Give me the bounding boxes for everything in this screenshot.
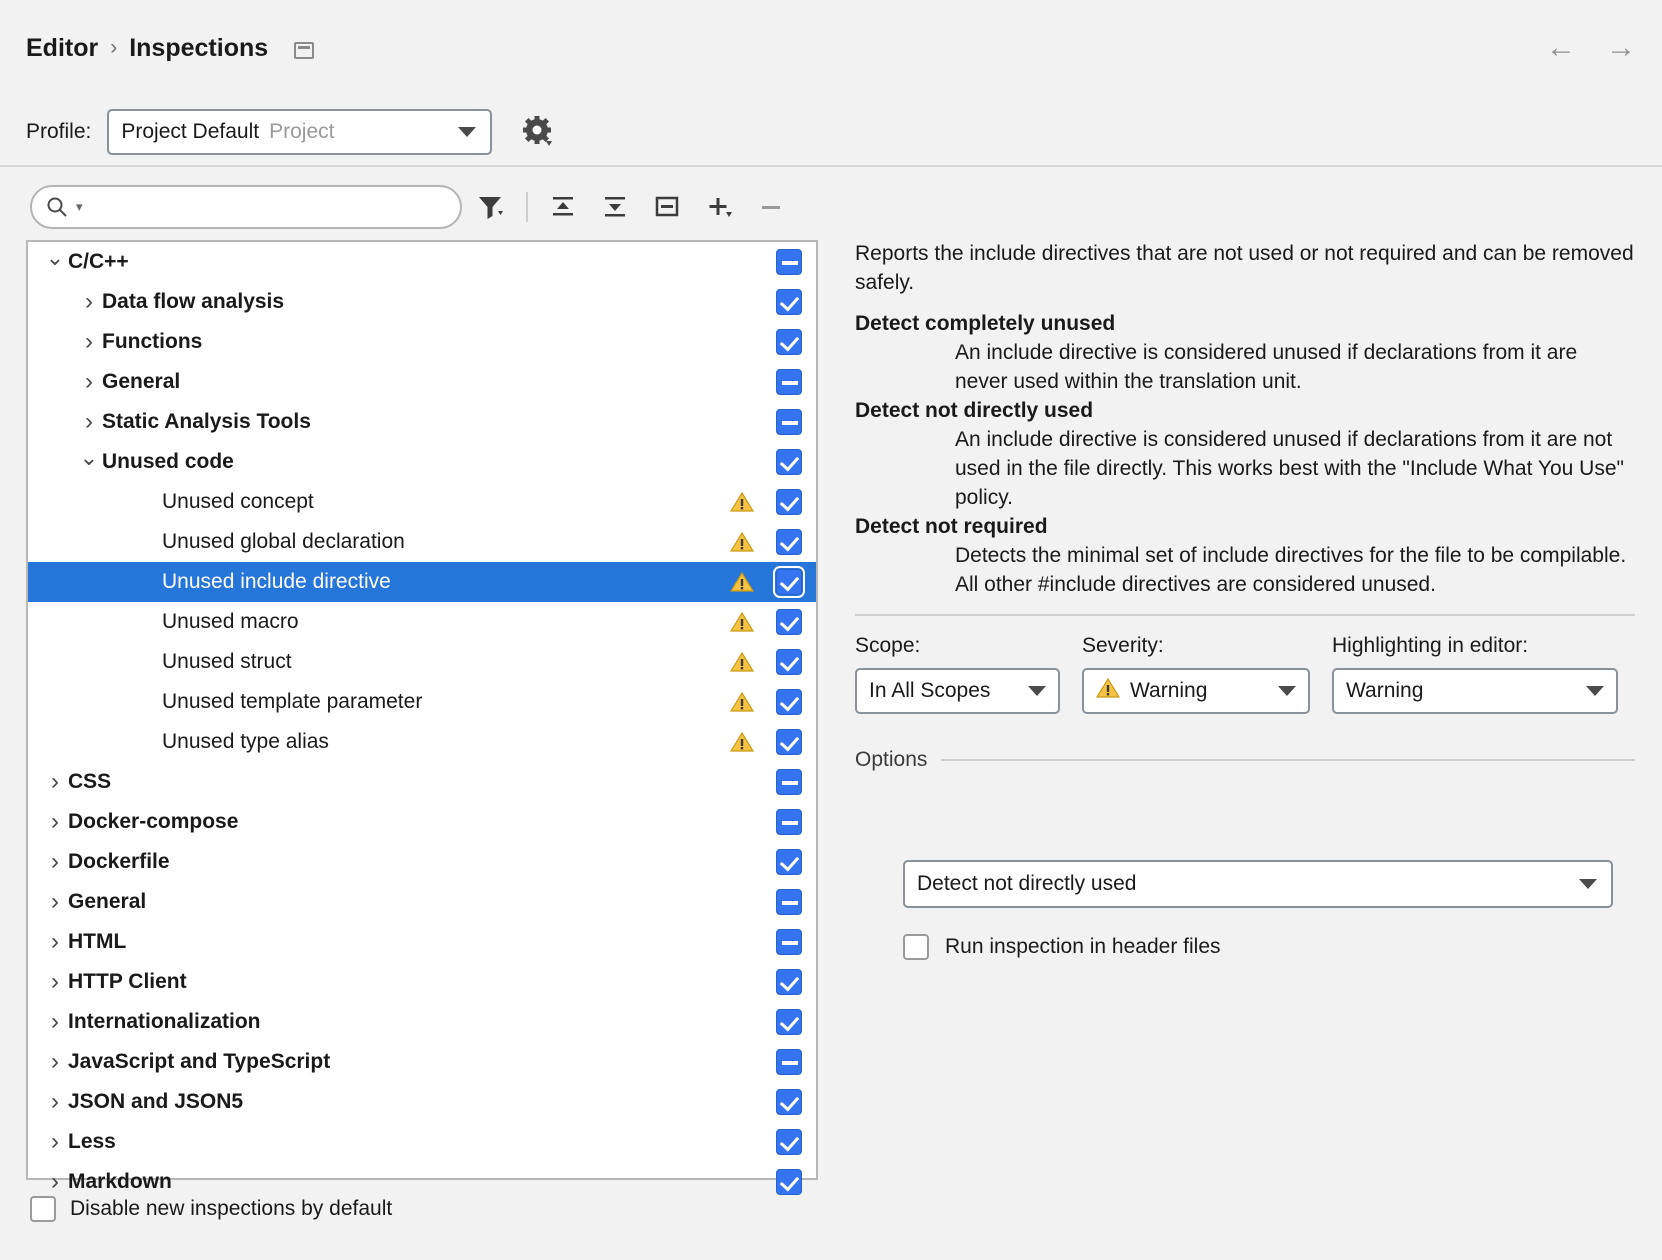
tree-row-controls (730, 442, 802, 482)
page-title: Inspections (129, 33, 269, 62)
tree-row[interactable] (28, 522, 816, 562)
tree-row[interactable] (28, 1002, 816, 1042)
chevron-right-icon[interactable]: › (51, 928, 59, 955)
tree-row-label: General (68, 890, 147, 913)
chevron-right-icon[interactable]: › (85, 368, 93, 395)
tree-row[interactable] (28, 402, 816, 442)
tree-row-controls (730, 922, 802, 962)
tree-row-controls (730, 602, 802, 642)
window-chip-icon (294, 42, 314, 59)
nav-arrows (1546, 33, 1636, 63)
tree-row-checkbox[interactable] (776, 529, 802, 555)
tree-row[interactable] (28, 602, 816, 642)
remove-icon[interactable] (748, 185, 794, 229)
section-body-0: An include directive is considered unused if declarations from it are never used within the translation unit. (955, 340, 1578, 393)
tree-row-checkbox[interactable] (776, 689, 802, 715)
tree-row-icon-spacer (730, 771, 754, 793)
tree-row-controls (730, 642, 802, 682)
tree-row-controls (730, 522, 802, 562)
warning-icon (1096, 677, 1120, 705)
tree-row-checkbox[interactable] (776, 489, 802, 515)
toolbar-divider (526, 192, 528, 222)
tree-row-checkbox[interactable] (776, 969, 802, 995)
tree-row[interactable] (28, 562, 816, 602)
warning-icon (730, 571, 754, 593)
tree-row-icon-spacer (730, 1011, 754, 1033)
profile-value: Project Default (121, 120, 260, 143)
add-icon[interactable] (696, 185, 742, 229)
tree-row-checkbox[interactable] (776, 1009, 802, 1035)
tree-row-controls (730, 322, 802, 362)
tree-row-controls (730, 562, 802, 602)
tree-row[interactable] (28, 282, 816, 322)
tree-row-label: Dockerfile (68, 850, 170, 873)
forward-arrow-icon[interactable]: → (1606, 31, 1636, 64)
chevron-right-icon[interactable]: › (51, 968, 59, 995)
chevron-right-icon[interactable]: › (51, 1128, 59, 1155)
tree-row-label: Static Analysis Tools (102, 410, 311, 433)
chevron-down-icon[interactable]: ⌄ (45, 245, 65, 270)
tree-row[interactable] (28, 642, 816, 682)
tree-row-controls (730, 362, 802, 402)
tree-row[interactable] (28, 322, 816, 362)
profile-combobox[interactable] (107, 109, 492, 155)
tree-row[interactable] (28, 722, 816, 762)
tree-row-label: Data flow analysis (102, 290, 285, 313)
breadcrumb-separator: › (110, 36, 118, 59)
tree-row-controls (730, 482, 802, 522)
breadcrumb-editor[interactable]: Editor (26, 33, 99, 62)
header-divider (0, 165, 1662, 167)
tree-row-icon-spacer (730, 931, 754, 953)
tree-row-checkbox[interactable] (776, 1129, 802, 1155)
tree-row-label: Unused template parameter (162, 690, 423, 713)
chevron-down-icon[interactable]: ⌄ (79, 445, 99, 470)
profile-scope: Project (269, 120, 335, 143)
inspection-description (855, 240, 1635, 600)
tree-row-icon-spacer (730, 451, 754, 473)
disable-new-inspections-label: Disable new inspections by default (70, 1197, 393, 1220)
disable-new-inspections-checkbox[interactable] (30, 1196, 56, 1222)
section-heading-2: Detect not required (855, 514, 1048, 538)
chevron-down-icon (1579, 879, 1597, 889)
tree-row-label: General (102, 370, 181, 393)
tree-row-label: C/C++ (68, 250, 129, 273)
highlighting-value: Warning (1346, 678, 1424, 702)
tree-row-controls (730, 842, 802, 882)
tree-row-controls (730, 762, 802, 802)
search-input[interactable] (91, 195, 431, 219)
chevron-right-icon[interactable]: › (51, 768, 59, 795)
warning-icon (730, 691, 754, 713)
tree-row-icon-spacer (730, 851, 754, 873)
tree-row-controls (730, 1042, 802, 1082)
expand-all-icon[interactable] (540, 185, 586, 229)
tree-row-label: JavaScript and TypeScript (68, 1050, 331, 1073)
tree-row-checkbox[interactable] (776, 929, 802, 955)
options-divider (941, 759, 1635, 761)
tree-row-checkbox[interactable] (776, 769, 802, 795)
tree-row-label: Unused global declaration (162, 530, 405, 553)
chevron-right-icon[interactable]: › (85, 288, 93, 315)
chevron-right-icon[interactable]: › (51, 1048, 59, 1075)
tree-row-checkbox[interactable] (776, 649, 802, 675)
tree-row[interactable] (28, 362, 816, 402)
tree-row-controls (730, 882, 802, 922)
section-heading-1: Detect not directly used (855, 398, 1094, 422)
tree-row-checkbox[interactable] (776, 889, 802, 915)
chevron-right-icon[interactable]: › (51, 1088, 59, 1115)
inspection-fields (855, 634, 1635, 714)
tree-row-controls (730, 242, 802, 282)
search-icon (46, 196, 68, 218)
tree-row[interactable] (28, 682, 816, 722)
tree-row-label: Unused type alias (162, 730, 329, 753)
breadcrumb (26, 34, 314, 63)
scope-select[interactable] (855, 668, 1060, 714)
tree-row[interactable] (28, 1082, 816, 1122)
tree-row-label: HTTP Client (68, 970, 187, 993)
tree-row[interactable] (28, 922, 816, 962)
chevron-right-icon[interactable]: › (51, 888, 59, 915)
detect-mode-select[interactable] (903, 860, 1613, 908)
tree-row[interactable] (28, 882, 816, 922)
section-body-2: Detects the minimal set of include directives for the file to be compilable. All other #include directives are considered unused. (955, 543, 1627, 596)
tree-row-label: HTML (68, 930, 127, 953)
tree-row-icon-spacer (730, 1051, 754, 1073)
group-by-icon[interactable] (644, 185, 690, 229)
tree-row-label: Less (68, 1130, 116, 1153)
tree-row[interactable] (28, 1042, 816, 1082)
inspections-tree[interactable] (26, 240, 818, 1195)
tree-row[interactable] (28, 482, 816, 522)
tree-row-label: Unused macro (162, 610, 299, 633)
highlighting-select[interactable] (1332, 668, 1618, 714)
severity-label: Severity: (1082, 633, 1164, 657)
tree-row-icon-spacer (730, 411, 754, 433)
tree-row-icon-spacer (730, 811, 754, 833)
tree-toolbar (30, 182, 820, 232)
tree-row-checkbox[interactable] (776, 449, 802, 475)
tree-row-checkbox[interactable] (776, 569, 802, 595)
search-box[interactable]: ▾ (30, 185, 462, 229)
run-in-header-files-row[interactable] (903, 934, 1635, 960)
scope-value: In All Scopes (869, 678, 991, 702)
tree-row-controls (730, 962, 802, 1002)
tree-row-checkbox[interactable] (776, 809, 802, 835)
tree-row-controls (730, 802, 802, 842)
tree-row-checkbox[interactable] (776, 609, 802, 635)
tree-row-checkbox[interactable] (776, 329, 802, 355)
tree-row-controls (730, 682, 802, 722)
section-body-1: An include directive is considered unused if declarations from it are not used in the file directly. This works best with the "Include What You Use" policy. (955, 427, 1624, 509)
tree-row-checkbox[interactable] (776, 729, 802, 755)
chevron-right-icon[interactable]: › (85, 328, 93, 355)
tree-row-label: Functions (102, 330, 203, 353)
collapse-all-icon[interactable] (592, 185, 638, 229)
tree-row[interactable] (28, 842, 816, 882)
page-header (0, 0, 1662, 96)
tree-row-icon-spacer (730, 291, 754, 313)
tree-row[interactable] (28, 762, 816, 802)
tree-row-icon-spacer (730, 331, 754, 353)
options-label: Options (855, 747, 928, 771)
tree-row-icon-spacer (730, 891, 754, 913)
warning-icon (730, 731, 754, 753)
warning-icon (730, 531, 754, 553)
tree-row-label: Unused struct (162, 650, 292, 673)
tree-row-controls (730, 1122, 802, 1162)
tree-row-label: Docker-compose (68, 810, 239, 833)
tree-row-checkbox[interactable] (776, 1169, 802, 1195)
severity-field (1082, 634, 1310, 714)
severity-select[interactable] (1082, 668, 1310, 714)
chevron-right-icon[interactable]: › (51, 1008, 59, 1035)
tree-row-label: Unused concept (162, 490, 314, 513)
tree-row-checkbox[interactable] (776, 289, 802, 315)
tree-row-controls (730, 1082, 802, 1122)
highlighting-field (1332, 634, 1618, 714)
tree-row-controls (730, 402, 802, 442)
severity-value: Warning (1130, 678, 1208, 702)
profile-row (26, 104, 1636, 160)
description-scroll (855, 240, 1635, 600)
profile-label: Profile: (26, 120, 92, 143)
tree-row-controls (730, 1162, 802, 1202)
tree-row-controls (730, 1002, 802, 1042)
tree-row-label: JSON and JSON5 (68, 1090, 244, 1113)
tree-row[interactable] (28, 1122, 816, 1162)
tree-row[interactable] (28, 962, 816, 1002)
section-heading-0: Detect completely unused (855, 311, 1116, 335)
warning-icon (730, 611, 754, 633)
tree-row[interactable] (28, 242, 816, 282)
tree-row-checkbox[interactable] (776, 849, 802, 875)
tree-row-icon-spacer (730, 971, 754, 993)
tree-row-icon-spacer (730, 1171, 754, 1193)
tree-row-controls (730, 722, 802, 762)
tree-row-icon-spacer (730, 1131, 754, 1153)
tree-row-checkbox[interactable] (776, 369, 802, 395)
tree-row[interactable] (28, 802, 816, 842)
options-section-header (855, 748, 1635, 772)
scope-label: Scope: (855, 633, 921, 657)
chevron-down-icon (1278, 686, 1296, 696)
chevron-down-icon (1586, 686, 1604, 696)
detect-mode-value: Detect not directly used (917, 871, 1137, 895)
filter-icon[interactable] (468, 185, 514, 229)
tree-row-icon-spacer (730, 1091, 754, 1113)
tree-row-icon-spacer (730, 371, 754, 393)
highlighting-label: Highlighting in editor: (1332, 633, 1529, 657)
tree-row-checkbox[interactable] (776, 249, 802, 275)
chevron-right-icon[interactable]: › (51, 848, 59, 875)
tree-row-checkbox[interactable] (776, 409, 802, 435)
details-divider (855, 614, 1635, 616)
warning-icon (730, 491, 754, 513)
chevron-right-icon[interactable]: › (85, 408, 93, 435)
tree-row-controls (730, 282, 802, 322)
tree-row-label: Markdown (68, 1170, 172, 1193)
run-in-header-files-label: Run inspection in header files (945, 934, 1221, 958)
description-intro: Reports the include directives that are not used or not required and can be removed safely. (855, 242, 1634, 294)
tree-row-checkbox[interactable] (776, 1089, 802, 1115)
chevron-right-icon[interactable]: › (51, 1168, 59, 1195)
chevron-down-icon (458, 127, 476, 137)
tree-row-label: Internationalization (68, 1010, 261, 1033)
chevron-down-icon (1028, 686, 1046, 696)
options-body (855, 860, 1635, 960)
tree-row[interactable] (28, 442, 816, 482)
back-arrow-icon[interactable]: ← (1546, 31, 1576, 64)
tree-row-label: Unused include directive (162, 570, 391, 593)
warning-icon (730, 651, 754, 673)
tree-row-label: CSS (68, 770, 112, 793)
disable-new-inspections-row[interactable] (30, 1196, 392, 1222)
tree-row-label: Unused code (102, 450, 234, 473)
inspection-details-panel (855, 240, 1635, 1140)
run-in-header-files-checkbox[interactable] (903, 934, 929, 960)
gear-icon[interactable] (522, 115, 556, 149)
chevron-right-icon[interactable]: › (51, 808, 59, 835)
tree-row-checkbox[interactable] (776, 1049, 802, 1075)
scope-field (855, 634, 1060, 714)
tree-row-icon-spacer (730, 251, 754, 273)
